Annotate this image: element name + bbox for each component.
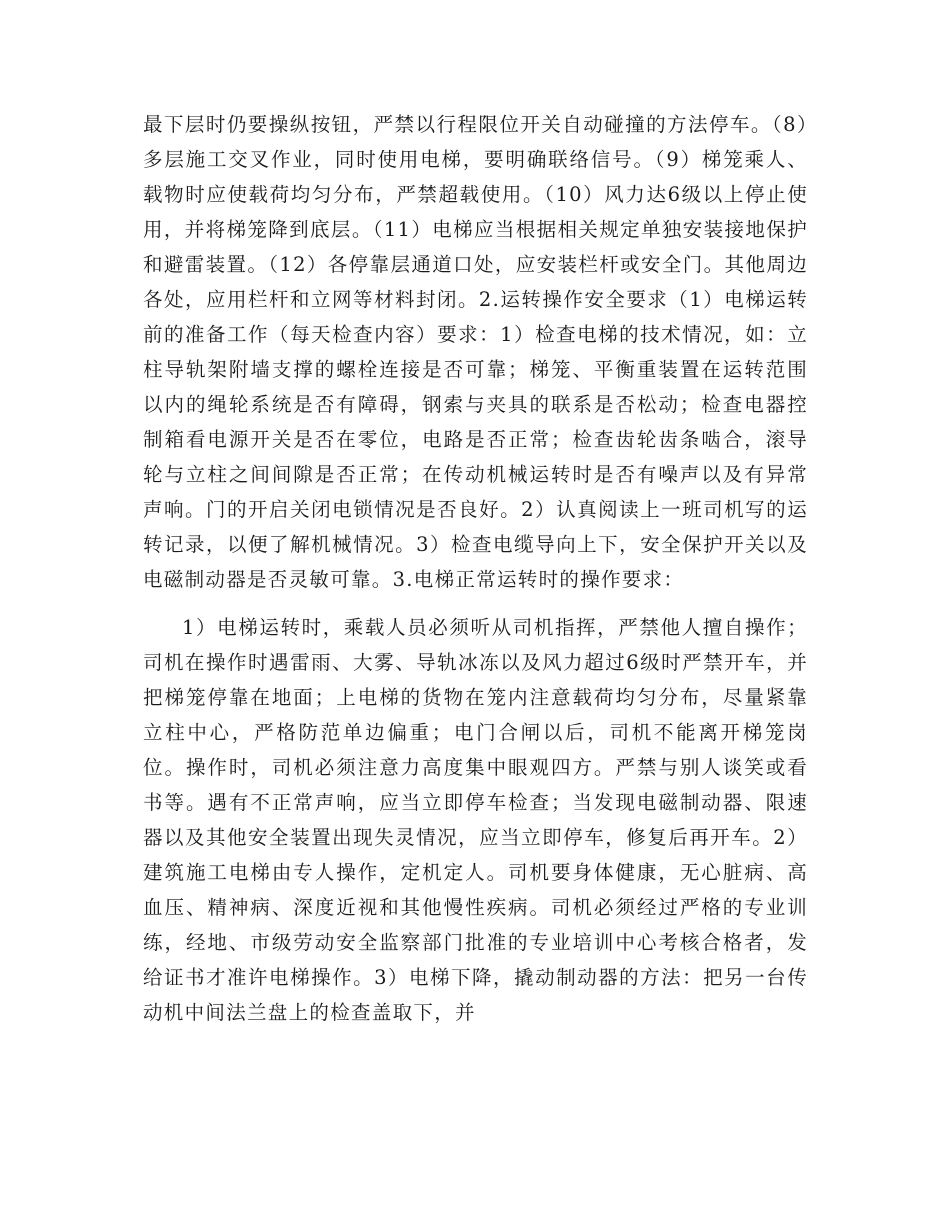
document-body <box>143 107 808 1030</box>
paragraph-1: 最下层时仍要操纵按钮，严禁以行程限位开关自动碰撞的方法停车。（8）多层施工交叉作业，同时使用电梯，要明确联络信号。（9）梯笼乘人、载物时应使载荷均匀分布，严禁超载使用。（10）风力达6级以上停止使用，并将梯笼降到底层。（11）电梯应当根据相关规定单独安装接地保护和避雷装置。（12）各停靠层通道口处，应安装栏杆或安全门。其他周边各处，应用栏杆和立网等材料封闭。2.运转操作安全要求（1）电梯运转前的准备工作（每天检查内容）要求：1）检查电梯的技术情况，如：立柱导轨架附墙支撑的螺栓连接是否可靠；梯笼、平衡重装置在运转范围以内的绳轮系统是否有障碍，钢索与夹具的联系是否松动；检查电器控制箱看电源开关是否在零位，电路是否正常；检查齿轮齿条啮合，滚导轮与立柱之间间隙是否正常；在传动机械运转时是否有噪声以及有异常声响。门的开启关闭电锁情况是否良好。2）认真阅读上一班司机写的运转记录，以便了解机械情况。3）检查电缆导向上下，安全保护开关以及电磁制动器是否灵敏可靠。3.电梯正常运转时的操作要求： <box>143 113 808 591</box>
paragraph-2: 1）电梯运转时，乘载人员必须听从司机指挥，严禁他人擅自操作；司机在操作时遇雷雨、大雾、导轨冰冻以及风力超过6级时严禁开车，并把梯笼停靠在地面；上电梯的货物在笼内注意载荷均匀分布，尽量紧靠立柱中心，严格防范单边偏重；电门合闸以后，司机不能离开梯笼岗位。操作时，司机必须注意力高度集中眼观四方。严禁与别人谈笑或看书等。遇有不正常声响，应当立即停车检查；当发现电磁制动器、限速器以及其他安全装置出现失灵情况，应当立即停车，修复后再开车。2）建筑施工电梯由专人操作，定机定人。司机要身体健康，无心脏病、高血压、精神病、深度近视和其他慢性疾病。司机必须经过严格的专业训练，经地、市级劳动安全监察部门批准的专业培训中心考核合格者，发给证书才准许电梯操作。3）电梯下降，撬动制动器的方法：把另一台传动机中间法兰盘上的检查盖取下，并 <box>143 616 808 1024</box>
